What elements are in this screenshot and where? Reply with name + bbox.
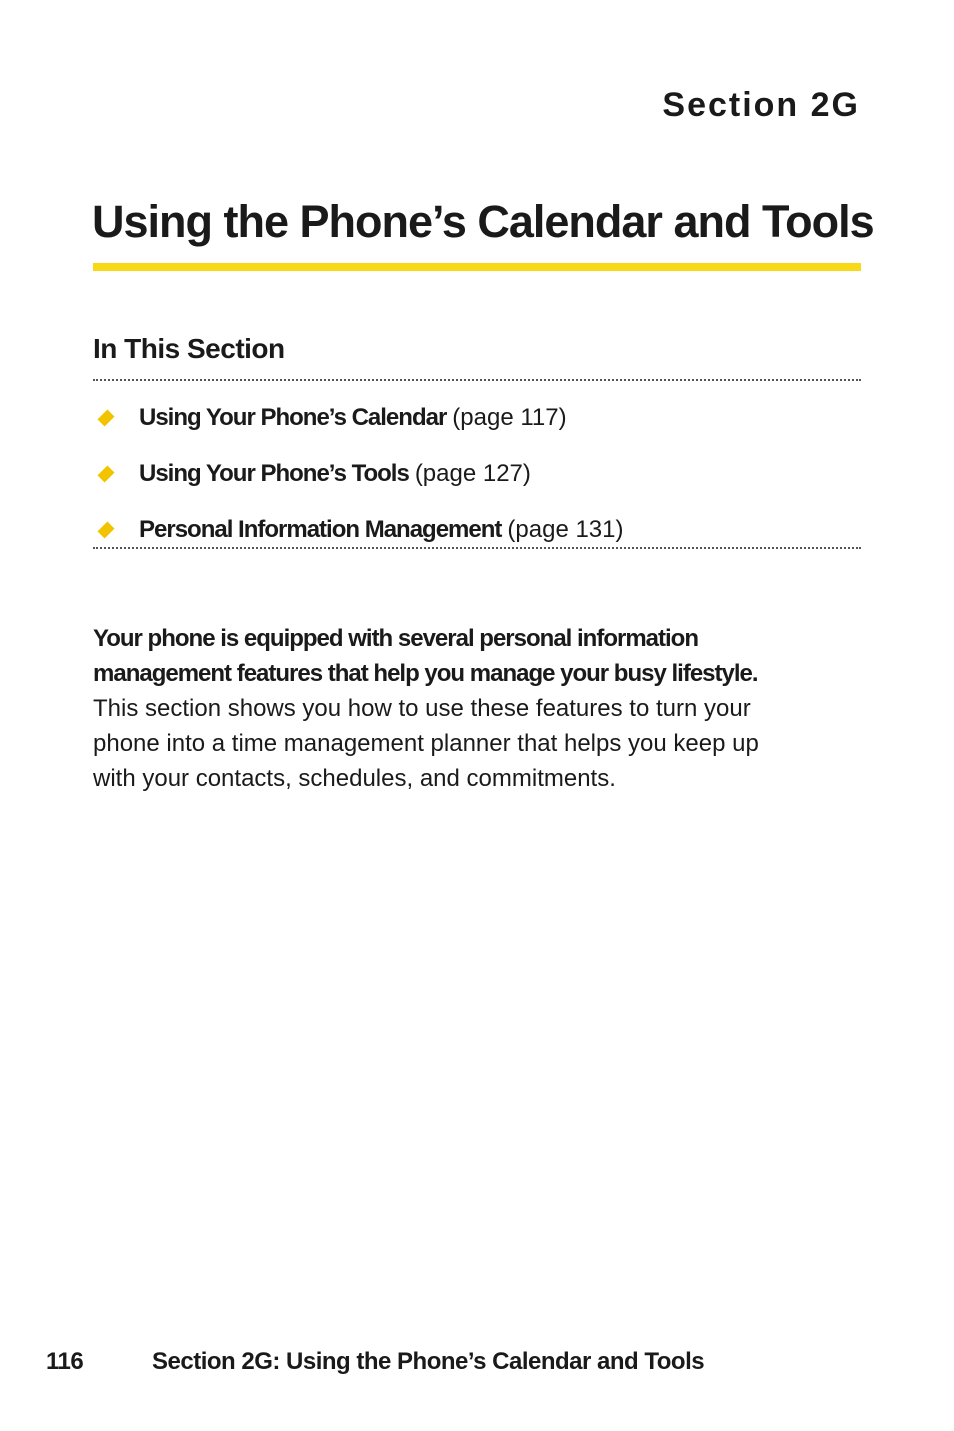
toc-item-page: (page 127) — [414, 460, 531, 487]
section-label: Section 2G — [662, 86, 860, 124]
intro-body: This section shows you how to use these features to turn your phone into a time management planner that helps you keep up with your contacts, schedules, and commitments. — [93, 695, 759, 792]
list-item[interactable] — [93, 446, 624, 502]
toc-item-page: (page 117) — [452, 404, 567, 431]
diamond-bullet-icon — [98, 522, 115, 539]
page-footer — [46, 1348, 704, 1376]
in-this-section-heading: In This Section — [93, 333, 285, 364]
diamond-bullet-icon — [98, 410, 115, 427]
toc-item-title[interactable]: Using Your Phone’s Calendar — [139, 404, 447, 431]
intro-lead: Your phone is equipped with several personal information management features that help you manage your busy lifestyle. — [93, 625, 758, 687]
toc-item-title[interactable]: Using Your Phone’s Tools — [139, 460, 409, 487]
section-contents-list — [93, 390, 624, 558]
list-item[interactable] — [93, 390, 624, 446]
page-title: Using the Phone’s Calendar and Tools — [92, 196, 874, 247]
running-title: Section 2G: Using the Phone’s Calendar and Tools — [152, 1348, 705, 1375]
intro-paragraph — [93, 621, 793, 796]
diamond-bullet-icon — [98, 466, 115, 483]
toc-item-title[interactable]: Personal Information Management — [139, 516, 502, 543]
dotted-divider-bottom — [93, 547, 861, 549]
toc-item-page: (page 131) — [507, 516, 624, 543]
list-item[interactable] — [93, 502, 624, 558]
page-number: 116 — [46, 1348, 84, 1375]
title-rule — [93, 263, 861, 271]
dotted-divider-top — [93, 379, 861, 381]
